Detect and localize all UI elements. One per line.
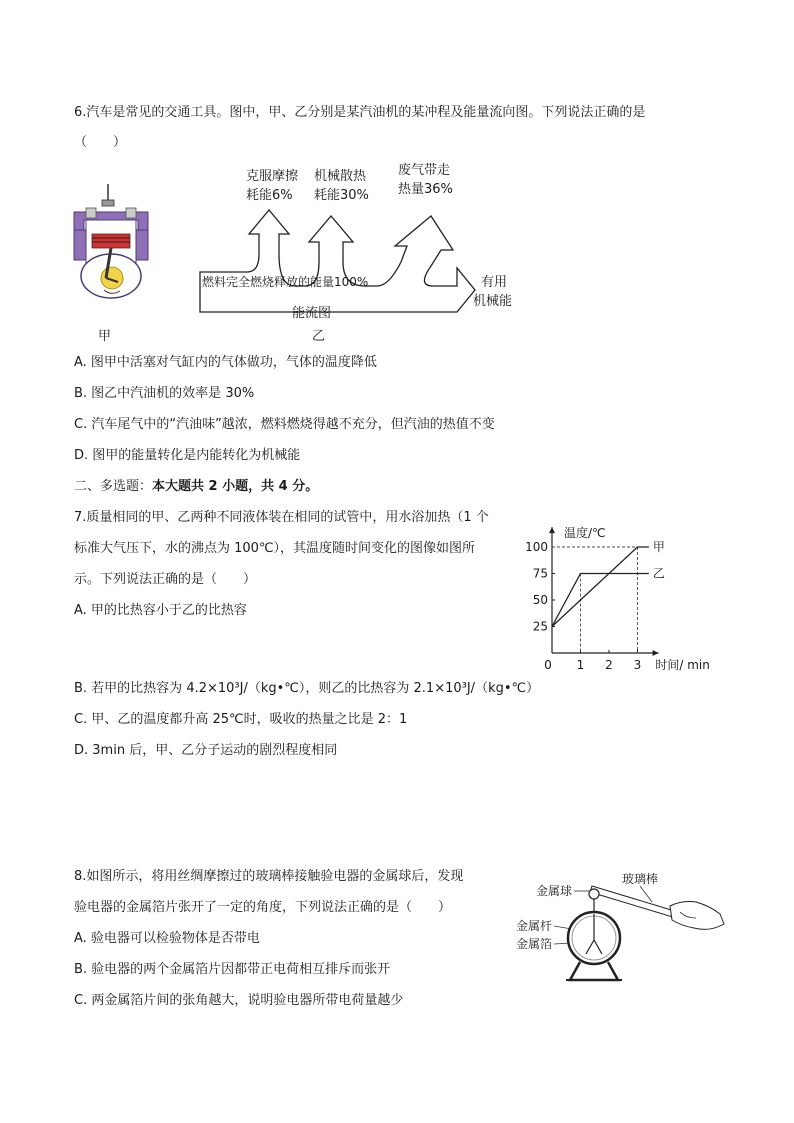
q8-option-a: A. 验电器可以检验物体是否带电 — [74, 931, 260, 946]
q6-option-d: D. 图甲的能量转化是内能转化为机械能 — [74, 448, 301, 463]
loss3-line2: 热量36% — [398, 182, 453, 197]
y-tick-label: 75 — [532, 566, 548, 581]
engine-diagram — [66, 182, 162, 302]
loss1-line1: 克服摩擦 — [246, 169, 299, 184]
label-metal-foil: 金属箔 — [516, 937, 553, 951]
x-tick-label: 2 — [605, 658, 613, 672]
q7-option-d: D. 3min 后，甲、乙分子运动的剧烈程度相同 — [74, 743, 338, 758]
label-glass-rod: 玻璃棒 — [622, 872, 659, 886]
x-tick-label: 0 — [544, 658, 552, 672]
y-tick-label: 25 — [532, 619, 548, 634]
flow-caption: 能流图 — [292, 306, 332, 321]
q7-stem-line2: 标准大气压下，水的沸点为 100℃），其温度随时间变化的图像如图所 — [74, 541, 476, 556]
section-heading — [74, 478, 318, 496]
q6-option-b: B. 图乙中汽油机的效率是 30% — [74, 386, 255, 401]
label-metal-ball: 金属球 — [536, 884, 573, 898]
x-tick-label: 3 — [633, 658, 642, 672]
x-tick-label: 1 — [576, 658, 585, 672]
series-line-0 — [552, 547, 649, 627]
y-axis-arrow — [549, 527, 555, 533]
y-tick-label: 50 — [532, 593, 548, 607]
q8-option-c: C. 两金属箔片间的张角越大，说明验电器所带电荷量越少 — [74, 993, 404, 1008]
q8-stem-line1: 8.如图所示，将用丝绸摩擦过的玻璃棒接触验电器的金属球后，发现 — [74, 869, 464, 884]
label-metal-stem: 金属杆 — [516, 919, 553, 933]
section-text: 本大题共 2 小题，共 4 分。 — [152, 479, 319, 494]
x-axis-arrow — [653, 650, 659, 656]
q6-option-c: C. 汽车尾气中的“汽油味”越浓，燃料燃烧得越不充分，但汽油的热值不变 — [74, 417, 495, 432]
loss2-line2: 耗能30% — [314, 188, 369, 203]
series-label-1: 乙 — [652, 566, 665, 581]
section-prefix: 二、多选题： — [74, 479, 153, 494]
series-label-0: 甲 — [652, 540, 665, 554]
q6-stem: 6.汽车是常见的交通工具。图中，甲、乙分别是某汽油机的某冲程及能量流向图。下列说法正确的是 — [74, 105, 646, 120]
flow-input-label: 燃料完全燃烧释放的能量100% — [202, 275, 369, 289]
q8-stem-line2: 验电器的金属箔片张开了一定的角度，下列说法正确的是（ ） — [74, 900, 452, 915]
loss1-line2: 耗能6% — [246, 188, 293, 203]
y-tick-label: 100 — [525, 540, 548, 554]
q6-option-a: A. 图甲中活塞对气缸内的气体做功，气体的温度降低 — [74, 355, 377, 370]
q6-paren: （ ） — [74, 135, 127, 150]
y-axis-label: 温度/℃ — [564, 526, 606, 541]
engine-label: 甲 — [98, 329, 112, 344]
loss2-line1: 机械散热 — [314, 169, 367, 184]
x-axis-label: 时间/ min — [655, 658, 710, 672]
q7-stem-line3: 示。下列说法正确的是（ ） — [74, 572, 257, 587]
loss3-line1: 废气带走 — [398, 163, 451, 178]
q8-option-b: B. 验电器的两个金属箔片因都带正电荷相互排斥而张开 — [74, 962, 391, 977]
energy-flow-diagram — [195, 162, 525, 352]
q7-stem-line1: 7.质量相同的甲、乙两种不同液体装在相同的试管中，用水浴加热（1 个 — [74, 510, 489, 525]
temperature-time-chart — [525, 508, 728, 676]
output-line2: 机械能 — [473, 294, 513, 309]
q7-option-b: B. 若甲的比热容为 4.2×10³J/（kg•℃），则乙的比热容为 2.1×10³J/（kg•℃） — [74, 681, 540, 696]
q7-option-a: A. 甲的比热容小于乙的比热容 — [74, 603, 247, 618]
output-line1: 有用 — [481, 275, 508, 290]
electroscope-diagram — [510, 862, 730, 986]
q7-option-c: C. 甲、乙的温度都升高 25℃时，吸收的热量之比是 2：1 — [74, 712, 408, 727]
flow-label: 乙 — [312, 329, 326, 344]
